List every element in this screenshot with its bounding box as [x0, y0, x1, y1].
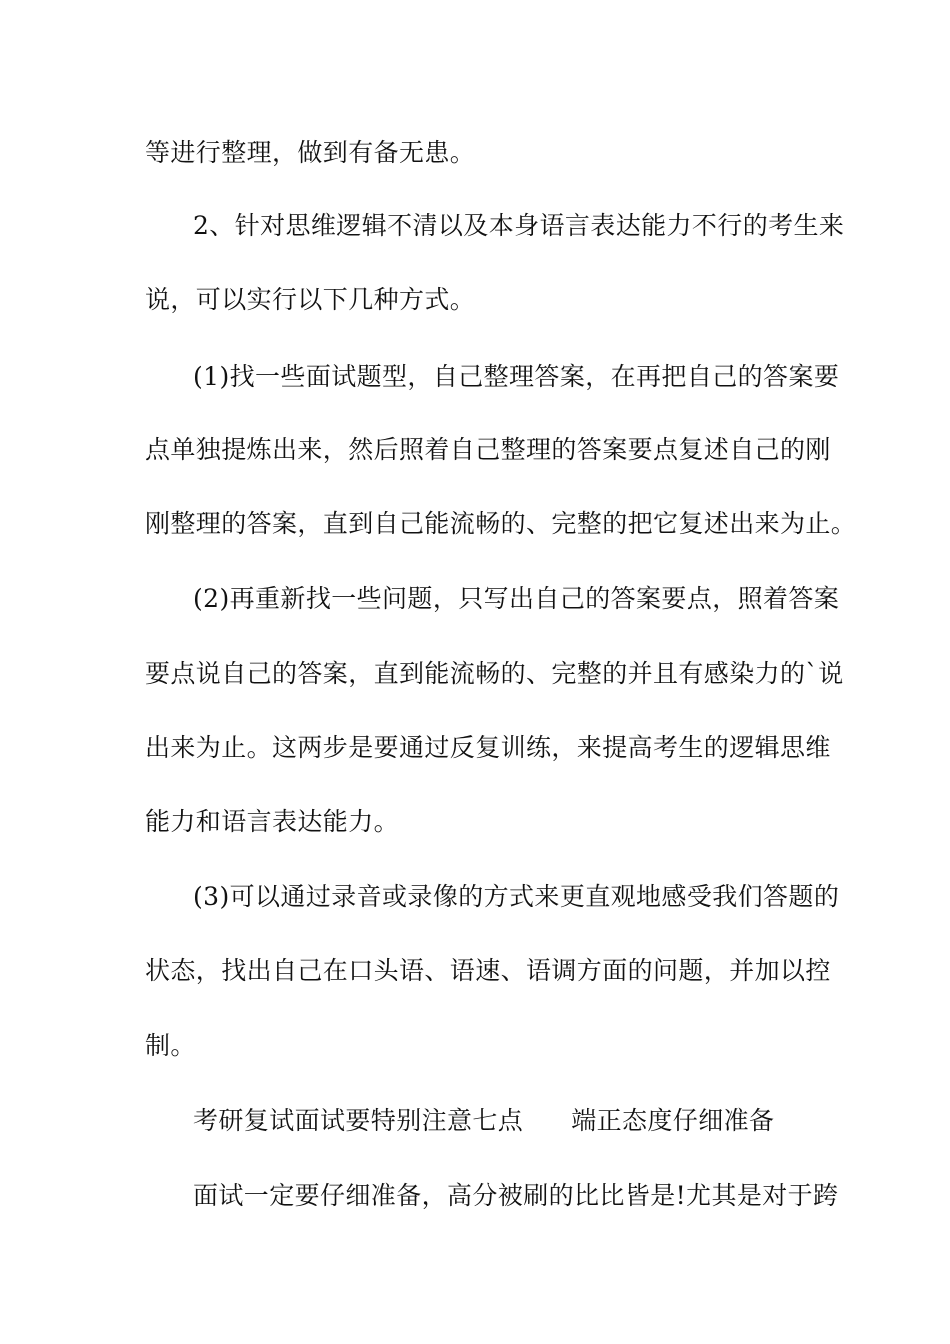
text-line: 出来为止。这两步是要通过反复训练，来提高考生的逻辑思维 — [145, 733, 831, 762]
text-line: (1)找一些面试题型，自己整理答案，在再把自己的答案要 — [193, 362, 840, 391]
text-line: 说，可以实行以下几种方式。 — [145, 285, 476, 314]
text-line: 要点说自己的答案，直到能流畅的、完整的并且有感染力的`说 — [145, 659, 844, 688]
heading-title: 考研复试面试要特别注意七点 — [193, 1106, 524, 1135]
text-line: (3)可以通过录音或录像的方式来更直观地感受我们答题的 — [193, 882, 840, 911]
text-line: 制。 — [145, 1031, 196, 1060]
text-line: 刚整理的答案，直到自己能流畅的、完整的把它复述出来为止。 — [145, 509, 857, 538]
text-line: 点单独提炼出来，然后照着自己整理的答案要点复述自己的刚 — [145, 435, 831, 464]
heading-subtitle: 端正态度仔细准备 — [571, 1106, 775, 1135]
text-line: (2)再重新找一些问题，只写出自己的答案要点，照着答案 — [193, 584, 840, 613]
text-line: 等进行整理，做到有备无患。 — [145, 138, 476, 167]
text-line: 面试一定要仔细准备，高分被刷的比比皆是!尤其是对于跨 — [193, 1181, 839, 1210]
text-line: 能力和语言表达能力。 — [145, 807, 400, 836]
text-line: 状态，找出自己在口头语、语速、语调方面的问题，并加以控 — [145, 956, 831, 985]
section-heading — [193, 1105, 774, 1137]
text-line: 2、针对思维逻辑不清以及本身语言表达能力不行的考生来 — [193, 211, 845, 240]
